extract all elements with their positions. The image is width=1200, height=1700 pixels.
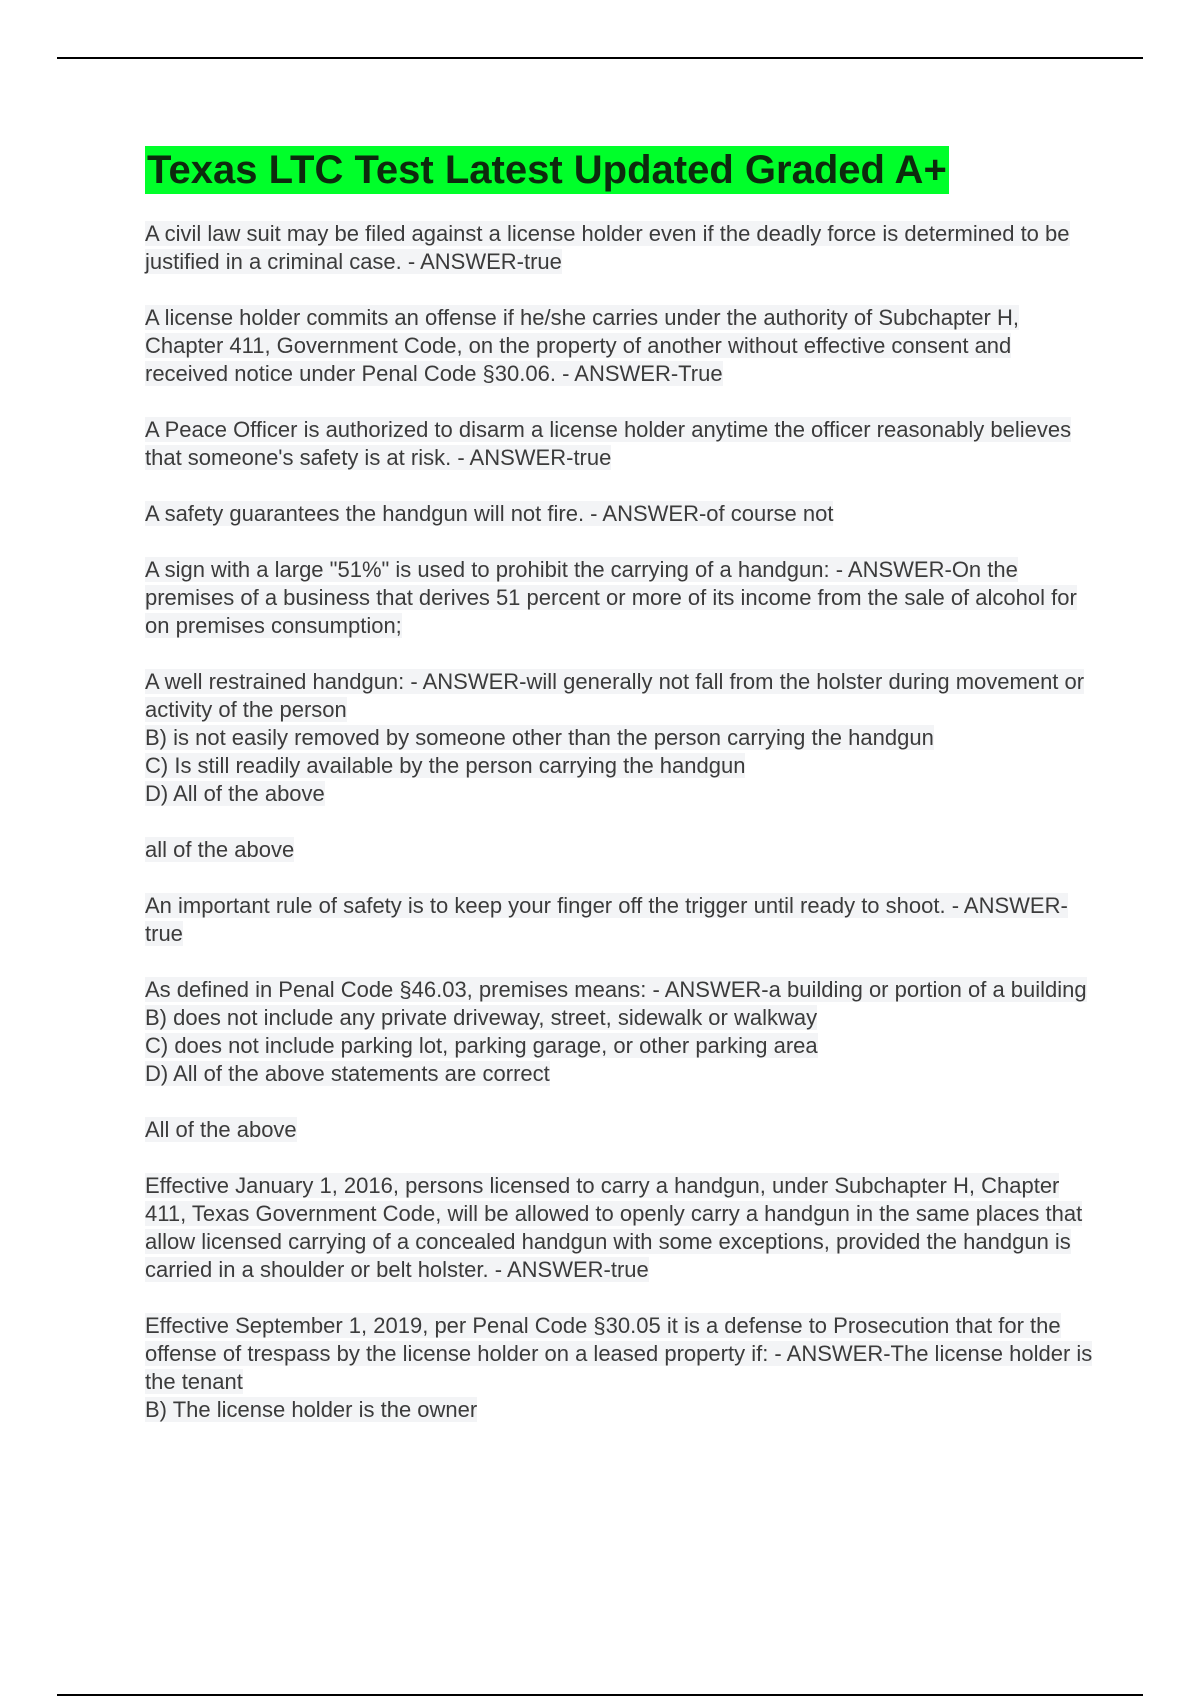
qa-item — [145, 1172, 1095, 1284]
qa-option-line: B) is not easily removed by someone other than the person carrying the handgun — [145, 725, 934, 750]
qa-item — [145, 500, 1095, 528]
qa-item — [145, 416, 1095, 472]
qa-line: As defined in Penal Code §46.03, premises means: - ANSWER-a building or portion of a building — [145, 977, 1087, 1002]
qa-line: Effective January 1, 2016, persons licensed to carry a handgun, under Subchapter H, Chapter 411, Texas Government Code, will be allowed to openly carry a handgun in the same places that allow licensed carrying of a concealed handgun with some exceptions, provided the handgun is carried in a shoulder or belt holster. - ANSWER-true — [145, 1173, 1083, 1282]
top-rule — [57, 57, 1143, 59]
qa-line: All of the above — [145, 1117, 297, 1142]
qa-option-line: B) does not include any private driveway, street, sidewalk or walkway — [145, 1005, 818, 1030]
qa-item — [145, 836, 1095, 864]
qa-list — [145, 220, 1095, 1424]
document-title: Texas LTC Test Latest Updated Graded A+ — [147, 148, 947, 192]
qa-option-line: C) Is still readily available by the person carrying the handgun — [145, 753, 746, 778]
qa-line: A well restrained handgun: - ANSWER-will generally not fall from the holster during movement or activity of the person — [145, 669, 1085, 722]
qa-item — [145, 892, 1095, 948]
qa-line: A Peace Officer is authorized to disarm a license holder anytime the officer reasonably believes that someone's safety is at risk. - ANSWER-true — [145, 417, 1072, 470]
qa-item — [145, 220, 1095, 276]
qa-line: A safety guarantees the handgun will not fire. - ANSWER-of course not — [145, 501, 834, 526]
qa-item — [145, 304, 1095, 388]
document-body — [145, 146, 1095, 1452]
qa-line: A sign with a large "51%" is used to prohibit the carrying of a handgun: - ANSWER-On the premises of a business that derives 51 percent or more of its income from the sale of alcohol for on premises consumption; — [145, 557, 1077, 638]
qa-line: all of the above — [145, 837, 295, 862]
qa-line: Effective September 1, 2019, per Penal Code §30.05 it is a defense to Prosecution that for the offense of trespass by the license holder on a leased property if: - ANSWER-The license holder is the tenant — [145, 1313, 1093, 1394]
qa-item — [145, 668, 1095, 808]
qa-option-line: C) does not include parking lot, parking garage, or other parking area — [145, 1033, 818, 1058]
qa-option-line: B) The license holder is the owner — [145, 1397, 478, 1422]
qa-option-line: D) All of the above — [145, 781, 325, 806]
qa-item — [145, 1312, 1095, 1424]
qa-line: A civil law suit may be filed against a license holder even if the deadly force is determined to be justified in a criminal case. - ANSWER-true — [145, 221, 1070, 274]
bottom-rule — [57, 1694, 1143, 1696]
qa-item — [145, 976, 1095, 1088]
qa-line: An important rule of safety is to keep your finger off the trigger until ready to shoot. - ANSWER-true — [145, 893, 1068, 946]
qa-item — [145, 1116, 1095, 1144]
qa-item — [145, 556, 1095, 640]
qa-line: A license holder commits an offense if he/she carries under the authority of Subchapter H, Chapter 411, Government Code, on the property of another without effective consent and received notice under Penal Code §30.06. - ANSWER-True — [145, 305, 1019, 386]
qa-option-line: D) All of the above statements are correct — [145, 1061, 550, 1086]
